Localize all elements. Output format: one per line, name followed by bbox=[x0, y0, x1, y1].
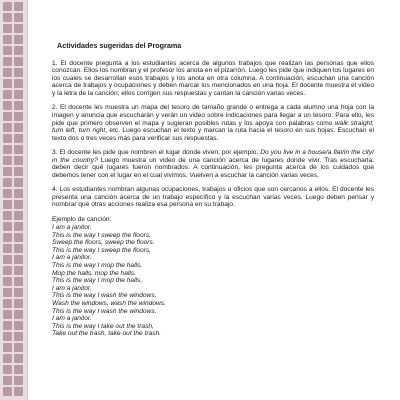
song-line: Take out the trash, take out the trash. bbox=[52, 330, 161, 338]
binder-margin bbox=[0, 0, 28, 400]
binder-square bbox=[3, 145, 12, 154]
binder-square bbox=[14, 101, 23, 110]
binder-square bbox=[14, 343, 23, 352]
song-line: This is the way I mop the halls, bbox=[52, 261, 143, 269]
binder-square bbox=[14, 178, 23, 187]
song-line: I am a janitor. bbox=[52, 315, 92, 323]
binder-square bbox=[14, 332, 23, 341]
binder-square bbox=[3, 266, 12, 275]
paragraph-2 bbox=[52, 104, 374, 142]
binder-square bbox=[3, 101, 12, 110]
song-lyrics bbox=[52, 224, 374, 338]
paragraph-3 bbox=[52, 149, 374, 179]
binder-square bbox=[14, 156, 23, 165]
binder-square bbox=[3, 255, 12, 264]
binder-square bbox=[3, 156, 12, 165]
binder-square bbox=[3, 211, 12, 220]
binder-square bbox=[14, 13, 23, 22]
binder-square bbox=[3, 277, 12, 286]
binder-square bbox=[14, 2, 23, 11]
song-line: This is the way I sweep the floors, bbox=[52, 246, 151, 254]
paragraph-1: 1. El docente pregunta a los estudiantes acerca de algunos trabajos que realizan las personas que ellos conozcan. Ellos los nombran y el profesor los anota en el pizarrón. Luego les pide que indiquen los lugares en los cuales se desarrollan esos trabajos y los anota en otra columna. A continuación, escuchan una canción acerca de trabajos y ocupaciones y deben marcar los mencionados en una hoja. El docente muestra el video y la letra de la canción; ellos corrigen sus respuestas y cantan la canción varias veces. bbox=[52, 59, 374, 97]
paragraph-2-text-a: 2. El docente les muestra un mapa del tesoro de tamaño grande o entrega a cada alumno una hoja con la imagen y anuncia que escucharán y verán un video sobre indicaciones para llegar a un tesoro. Para ello, les pide que primero observen el mapa y sugieran posibles rutas y los apoya con palabras como bbox=[52, 104, 374, 127]
binder-square bbox=[3, 167, 12, 176]
binder-square bbox=[3, 57, 12, 66]
binder-square bbox=[14, 299, 23, 308]
binder-square bbox=[14, 233, 23, 242]
song-line: Mop the halls, mop the halls. bbox=[52, 269, 136, 277]
binder-square bbox=[3, 332, 12, 341]
binder-square bbox=[14, 68, 23, 77]
song-line: This is the way I wash the windows, bbox=[52, 307, 157, 315]
binder-square bbox=[3, 13, 12, 22]
paragraph-3-text-c: Luego muestra un video de una canción acerca de lugares donde vivir. Tras escucharla, deben decir qué lugares fueron nombrados. A continuación, les pregunta acerca de los cuidados que debemos tener con el lugar en el cual vivimos. Vuelven a escuchar la canción varias veces. bbox=[52, 156, 374, 179]
binder-square bbox=[14, 112, 23, 121]
paragraph-3-text-italic: Do you live in a house/a flat/in the city/ in the country? bbox=[52, 149, 374, 164]
document-title: Actividades sugeridas del Programa bbox=[57, 41, 182, 50]
binder-square bbox=[14, 189, 23, 198]
binder-square bbox=[14, 266, 23, 275]
binder-square bbox=[3, 79, 12, 88]
binder-square bbox=[3, 288, 12, 297]
song-label: Ejemplo de canción: bbox=[52, 215, 112, 223]
binder-square bbox=[3, 24, 12, 33]
binder-square bbox=[3, 112, 12, 121]
binder-square bbox=[14, 200, 23, 209]
binder-square bbox=[14, 134, 23, 143]
binder-square bbox=[3, 200, 12, 209]
binder-square bbox=[3, 343, 12, 352]
binder-square bbox=[3, 222, 12, 231]
binder-square bbox=[14, 310, 23, 319]
binder-square bbox=[14, 354, 23, 363]
binder-square bbox=[3, 376, 12, 385]
binder-square bbox=[14, 35, 23, 44]
binder-square bbox=[3, 90, 12, 99]
binder-square bbox=[3, 123, 12, 132]
binder-square bbox=[3, 365, 12, 374]
binder-square bbox=[14, 123, 23, 132]
binder-square bbox=[3, 46, 12, 55]
binder-square bbox=[3, 321, 12, 330]
song-line: I am a janitor. bbox=[52, 254, 92, 262]
song-line: Wash the windows, wash the windows. bbox=[52, 299, 166, 307]
binder-square bbox=[3, 35, 12, 44]
binder-square bbox=[14, 376, 23, 385]
binder-square bbox=[14, 211, 23, 220]
binder-square bbox=[14, 387, 23, 396]
binder-square bbox=[14, 244, 23, 253]
song-line: I am a janitor. bbox=[52, 284, 92, 292]
binder-square bbox=[14, 46, 23, 55]
binder-square bbox=[14, 365, 23, 374]
binder-square bbox=[3, 387, 12, 396]
binder-square bbox=[14, 145, 23, 154]
song-line: I am a janitor. bbox=[52, 223, 92, 231]
binder-square bbox=[3, 189, 12, 198]
binder-square bbox=[3, 244, 12, 253]
song-line: This is the way I sweep the floors, bbox=[52, 231, 151, 239]
binder-square bbox=[3, 178, 12, 187]
binder-square bbox=[3, 310, 12, 319]
binder-pattern bbox=[3, 2, 23, 396]
song-line: This is the way I mop the halls, bbox=[52, 277, 143, 285]
song-line: This is the way I wash the windows, bbox=[52, 292, 157, 300]
binder-square bbox=[14, 288, 23, 297]
binder-square bbox=[14, 222, 23, 231]
binder-square bbox=[14, 277, 23, 286]
song-line: Sweep the floors, sweep the floors. bbox=[52, 239, 155, 247]
binder-square bbox=[14, 255, 23, 264]
binder-square bbox=[3, 68, 12, 77]
document-page bbox=[52, 42, 374, 338]
paragraph-3-text-a: 3. El docente les pide que nombren el lugar donde viven; por ejemplo: bbox=[52, 149, 261, 157]
binder-square bbox=[3, 233, 12, 242]
paragraph-4: 4. Los estudiantes nombran algunas ocupaciones, trabajos u oficios que son cercanos a ellos. El docente les presenta una canción acerca de un trabajo específico y la escuchan varias veces. Luego deben pensar y nombrar qué otras acciones realiza esa persona en su trabajo. bbox=[52, 186, 374, 209]
binder-square bbox=[14, 90, 23, 99]
binder-square bbox=[3, 134, 12, 143]
binder-square bbox=[14, 321, 23, 330]
binder-square bbox=[14, 24, 23, 33]
binder-square bbox=[14, 167, 23, 176]
binder-square bbox=[3, 2, 12, 11]
binder-square bbox=[3, 354, 12, 363]
paragraph-2-text-c: , etc. Luego escuchan el texto y marcan la ruta hacia el tesoro en sus hojas. Escuchan el texto dos o tres veces más para verificar sus respuestas. bbox=[52, 127, 374, 142]
binder-square bbox=[3, 299, 12, 308]
song-line: This is the way I take out the trash, bbox=[52, 322, 154, 330]
binder-square bbox=[14, 79, 23, 88]
binder-square bbox=[14, 57, 23, 66]
paragraph-2-text-italic: walk straight, turn left, turn right bbox=[52, 119, 374, 135]
